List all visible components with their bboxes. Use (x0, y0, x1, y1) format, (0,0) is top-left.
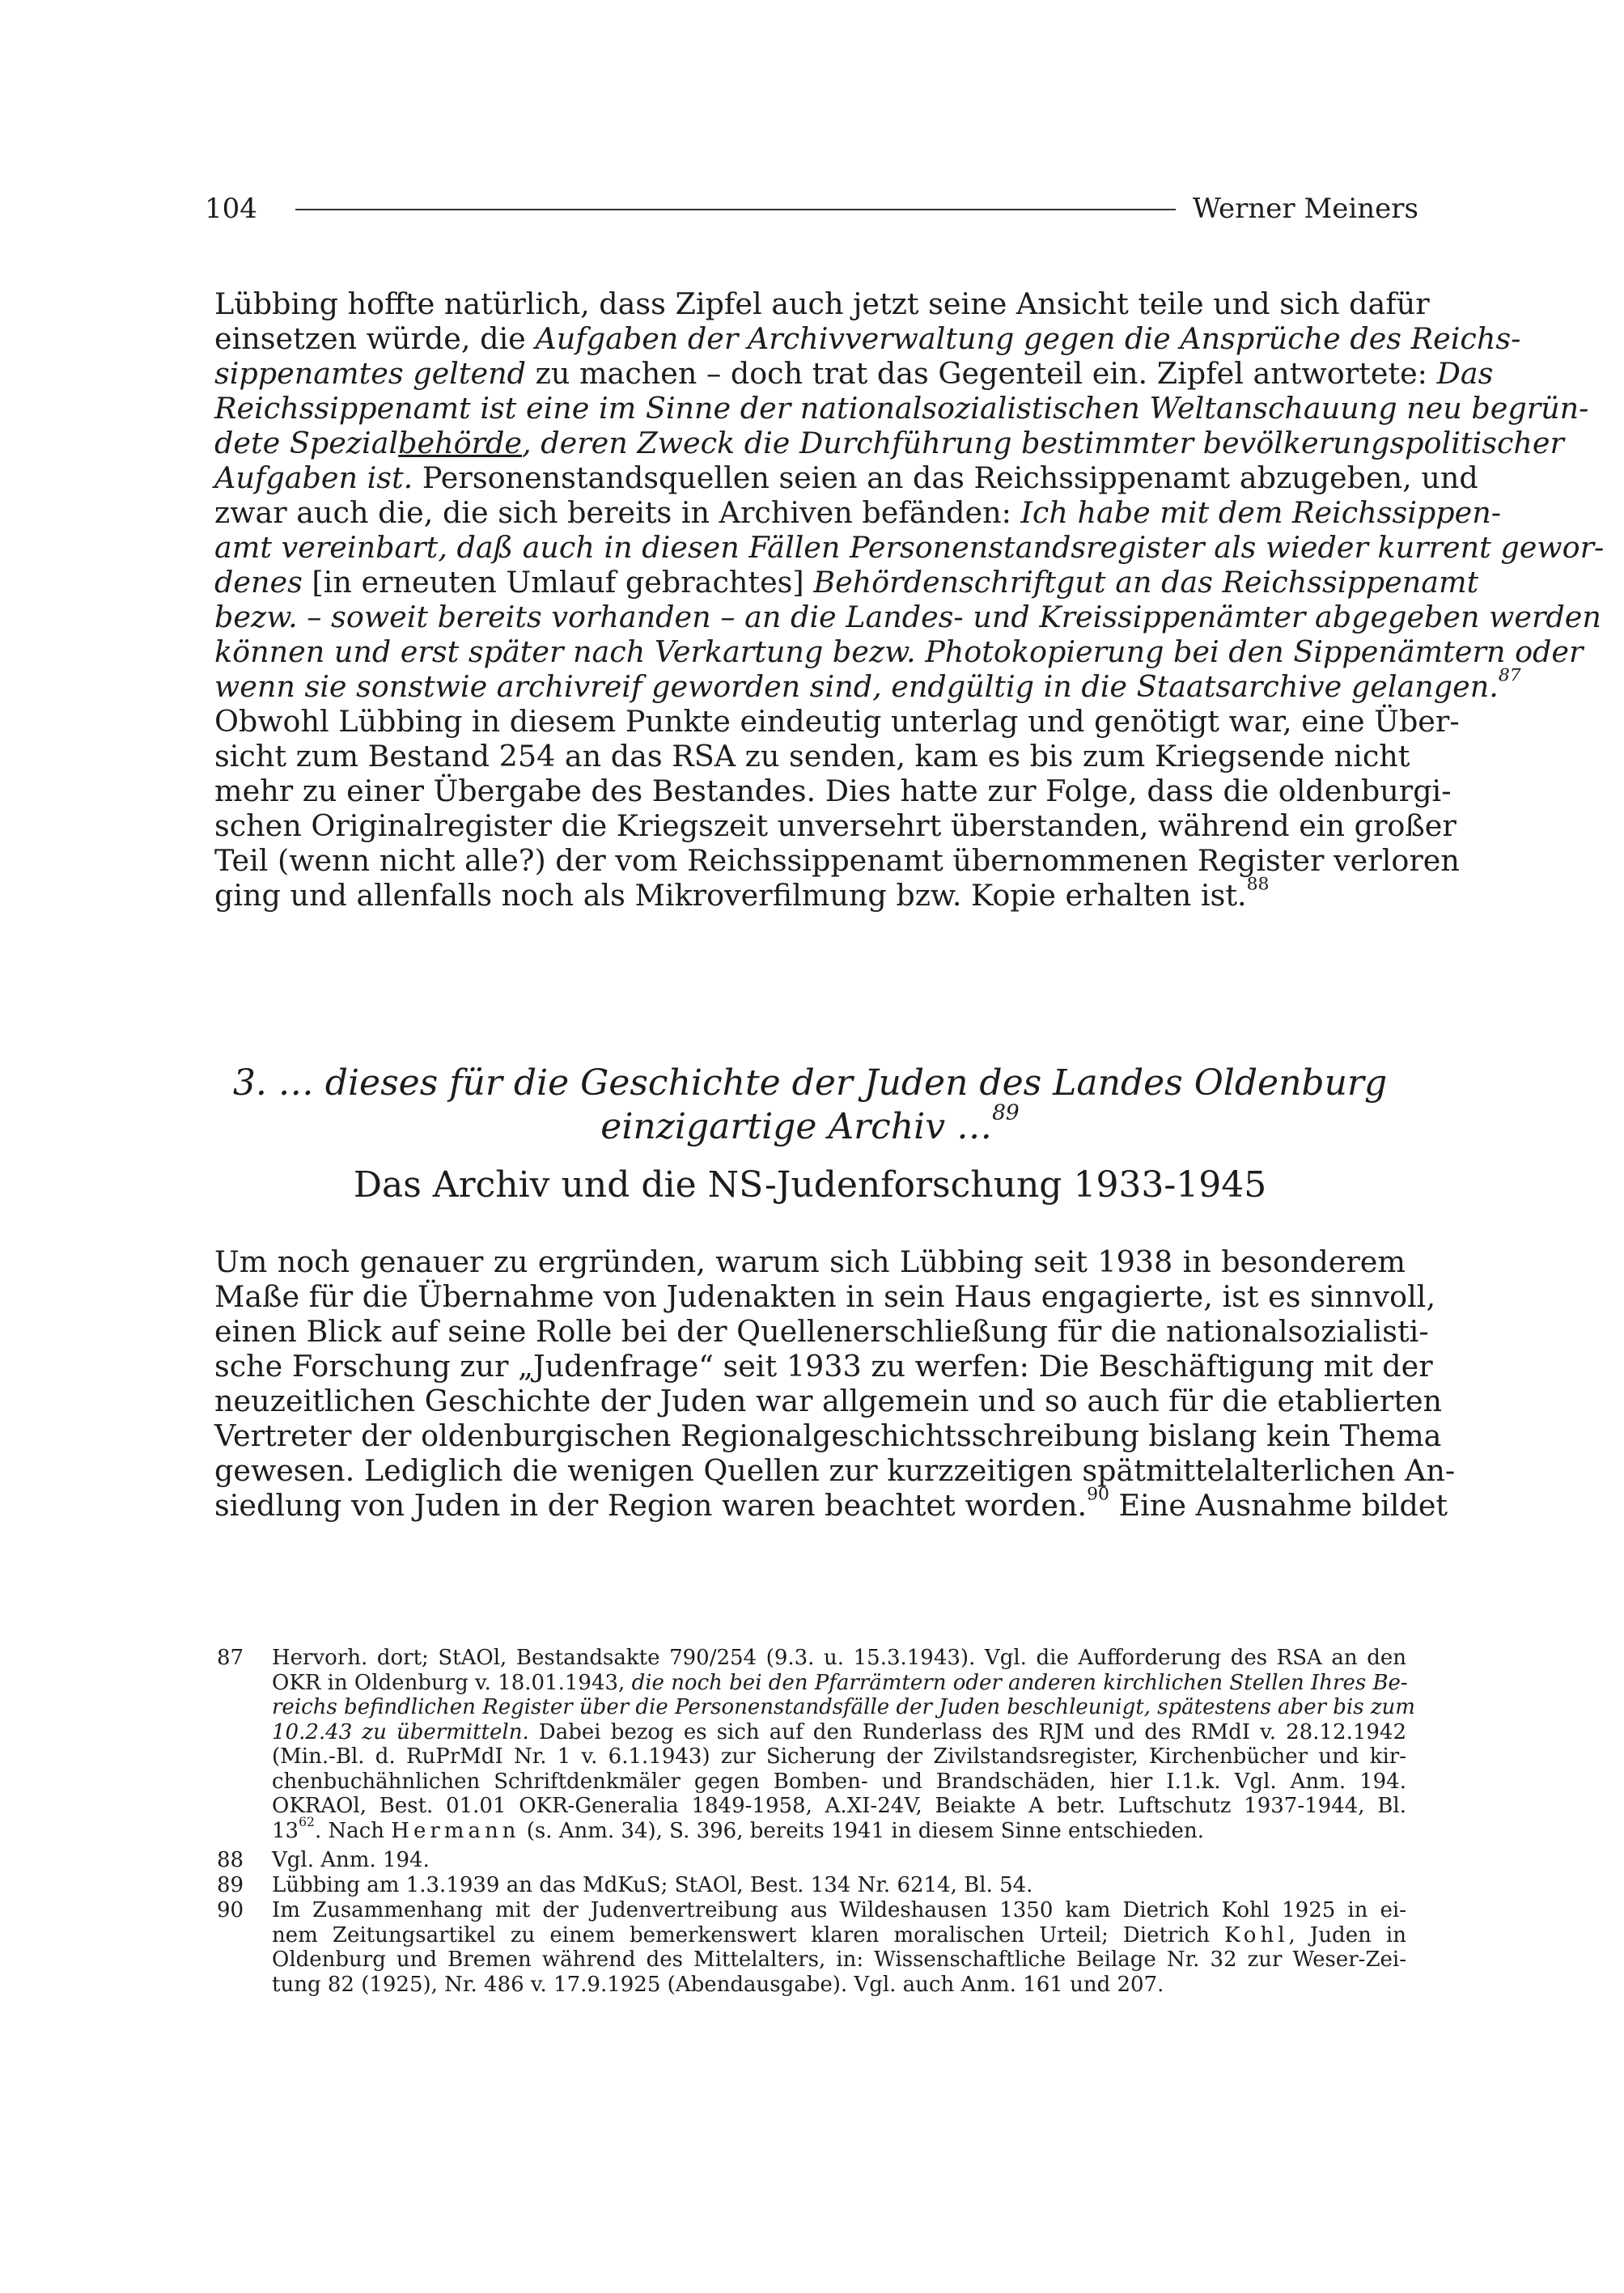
footnote-line: $13^{62}$. Nach Hermann (s. Anm. 34), S. 396, bereits 1941 in diesem Sinne entschieden. (272, 1814, 1204, 1843)
footnote-line: Im Zusammenhang mit der Judenvertreibung aus Wildeshausen 1350 kam Dietrich Kohl 1925 in ei- (272, 1898, 1406, 1922)
footnote-line: tung 82 (1925), Nr. 486 v. 17.9.1925 (Abendausgabe). Vgl. auch Anm. 161 und 207. (272, 1972, 1164, 1997)
text-line: Vertreter der oldenburgischen Regionalgeschichtsschreibung bislang kein Thema (214, 1418, 1442, 1453)
footnote-89 (217, 1873, 1406, 1898)
text-line: Um noch genauer zu ergründen, warum sich Lübbing seit 1938 in besonderem (214, 1244, 1406, 1279)
text-line: sicht zum Bestand 254 an das RSA zu senden, kam es bis zum Kriegsende nicht (214, 739, 1410, 774)
text-line: sippenamtes geltend zu machen – doch trat das Gegenteil ein. Zipfel antwortete: Das (214, 356, 1494, 391)
text-line: siedlung von Juden in der Region waren beachtet worden.$^{90}$ Eine Ausnahme bildet (214, 1484, 1448, 1523)
footnote-text: Vgl. Anm. 194. (272, 1848, 430, 1872)
footnote-line: nem Zeitungsartikel zu einem bemerkenswert klaren moralischen Urteil; Dietrich Kohl, Juden in (272, 1922, 1406, 1948)
section-subheading: Das Archiv und die NS-Judenforschung 1933-1945 (353, 1164, 1267, 1206)
text-line: Aufgaben ist. Personenstandsquellen seien an das Reichssippenamt abzugeben, und (214, 460, 1478, 495)
footnote-88 (217, 1848, 1406, 1873)
footnote-ref: 89 (992, 1100, 1020, 1125)
text-line: einen Blick auf seine Rolle bei der Quellenerschließung für die nationalsozialisti- (214, 1314, 1429, 1349)
footnote-number: 89 (217, 1873, 244, 1897)
footnote-ref: 90 (1087, 1484, 1109, 1505)
running-head (205, 184, 1418, 233)
text-line: amt vereinbart, daß auch in diesen Fällen Personenstandsregister als wieder kurrent gewor- (214, 530, 1605, 565)
running-head-author: Werner Meiners (1192, 193, 1418, 225)
footnote-line: Oldenburg und Bremen während des Mittelalters, in: Wissenschaftliche Beilage Nr. 32 zur Weser-Zei- (272, 1948, 1406, 1972)
text-line: Reichssippenamt ist eine im Sinne der nationalsozialistischen Weltanschauung neu begrün- (214, 391, 1589, 426)
section-heading (214, 1062, 1406, 1149)
text-line: Teil (wenn nicht alle?) der vom Reichssippenamt übernommenen Register verloren (214, 843, 1460, 878)
text-line: bezw. – soweit bereits vorhanden – an die Landes- und Kreissippenämter abgegeben werden (214, 600, 1601, 634)
text-line: mehr zu einer Übergabe des Bestandes. Dies hatte zur Folge, dass die oldenburgi- (214, 774, 1452, 808)
footnote-ref: 87 (1498, 665, 1521, 686)
body-paragraph-2 (214, 1244, 1456, 1523)
section-title-line-2: einzigartige Archiv …$^{89}$ (600, 1100, 1020, 1147)
footnote-line: Hervorh. dort; StAOl, Bestandsakte 790/254 (9.3. u. 15.3.1943). Vgl. die Aufforderung des RSA an den (272, 1646, 1406, 1670)
text-line: zwar auch die, die sich bereits in Archiven befänden: Ich habe mit dem Reichssippen- (214, 495, 1502, 530)
section-title-line-1: 3. … dieses für die Geschichte der Juden des Landes Oldenburg (232, 1062, 1388, 1104)
footnote-number: 88 (217, 1848, 244, 1872)
text-line: dete Spezialbehörde, deren Zweck die Durchführung bestimmter bevölkerungspolitischer (214, 426, 1564, 460)
text-line: ging und allenfalls noch als Mikroverfilmung bzw. Kopie erhalten ist.$^{88}$ (214, 874, 1270, 913)
footnote-line: 10.2.43 zu übermitteln. Dabei bezog es sich auf den Runderlass des RJM und des RMdI v. 28.12.1942 (272, 1719, 1406, 1744)
text-line: Maße für die Übernahme von Judenakten in sein Haus engagierte, ist es sinnvoll, (214, 1279, 1436, 1314)
text-line: gewesen. Lediglich die wenigen Quellen zur kurzzeitigen spätmittelalterlichen An- (214, 1453, 1456, 1488)
header-rule (295, 209, 1176, 210)
text-line: Obwohl Lübbing in diesem Punkte eindeutig unterlag und genötigt war, eine Über- (214, 704, 1460, 739)
text-line: können und erst später nach Verkartung bezw. Photokopierung bei den Sippenämtern oder (214, 634, 1584, 669)
text-line: einsetzen würde, die Aufgaben der Archivverwaltung gegen die Ansprüche des Reichs- (214, 321, 1521, 356)
page-number: 104 (205, 193, 257, 225)
footnote-90 (217, 1898, 1406, 1999)
footnote-87 (217, 1646, 1415, 1848)
footnote-line: (Min.-Bl. d. RuPrMdI Nr. 1 v. 6.1.1943) zur Sicherung der Zivilstandsregister, Kirchenbücher und kir- (272, 1744, 1406, 1769)
footnote-number: 90 (217, 1898, 244, 1922)
text-line: denes [in erneuten Umlauf gebrachtes] Behördenschriftgut an das Reichssippenamt (214, 565, 1479, 600)
text-line: Lübbing hoffte natürlich, dass Zipfel auch jetzt seine Ansicht teile und sich dafür (214, 286, 1430, 321)
text-line: schen Originalregister die Kriegszeit unversehrt überstanden, während ein großer (214, 808, 1457, 843)
text-line: neuzeitlichen Geschichte der Juden war allgemein und so auch für die etablierten (214, 1384, 1443, 1418)
footnote-line: OKRAOl, Best. 01.01 OKR-Generalia 1849-1958, A.XI-24V, Beiakte A betr. Luftschutz 1937-1944, Bl. (272, 1794, 1406, 1818)
footnote-text: Lübbing am 1.3.1939 an das MdKuS; StAOl, Best. 134 Nr. 6214, Bl. 54. (272, 1873, 1033, 1897)
footnote-text (272, 1898, 1406, 1997)
footnote-text (272, 1646, 1415, 1843)
footnote-number: 87 (217, 1646, 244, 1670)
footnote-line: reichs befindlichen Register über die Personenstandsfälle der Juden beschleunigt, spätestens aber bis zum (272, 1695, 1415, 1719)
text-line: sche Forschung zur „Judenfrage“ seit 1933 zu werfen: Die Beschäftigung mit der (214, 1349, 1433, 1384)
footnote-line: OKR in Oldenburg v. 18.01.1943, die noch bei den Pfarrämtern oder anderen kirchlichen Stellen Ihres Be- (272, 1670, 1408, 1695)
text-line: wenn sie sonstwie archivreif geworden sind, endgültig in die Staatsarchive gelangen.$^{87}$ (214, 665, 1521, 704)
footnote-ref: 88 (1246, 874, 1270, 895)
body-paragraph-1 (214, 286, 1605, 913)
footnote-line: chenbuchähnlichen Schriftdenkmäler gegen Bomben- und Brandschäden, hier I.1.k. Vgl. Anm. 194. (272, 1769, 1406, 1794)
